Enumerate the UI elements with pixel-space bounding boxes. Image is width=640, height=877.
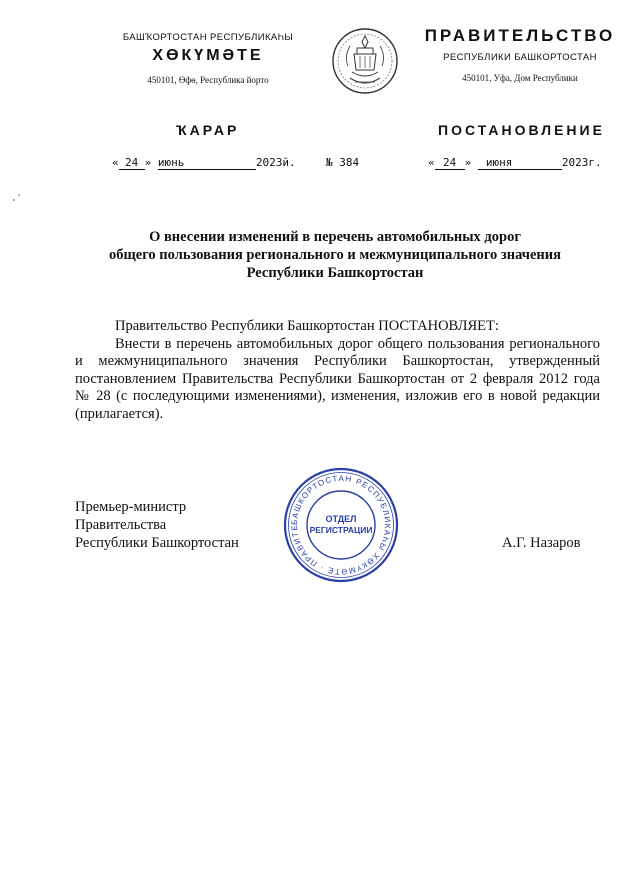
header-right-address: 450101, Уфа, Дом Республики <box>462 73 578 83</box>
signature-name: А.Г. Назаров <box>502 535 581 551</box>
date-russian-day: 24 <box>435 156 465 170</box>
signature-position-line-3: Республики Башкортостан <box>75 535 239 551</box>
doc-type-russian: ПОСТАНОВЛЕНИЕ <box>438 122 605 138</box>
stamp-outer-text: БАШКОРТОСТАН РЕСПУБЛИКАҺЫ ХӨКҮМӘТЕ · ПРАВИТЕ <box>289 473 393 577</box>
header-right <box>416 26 624 83</box>
scan-speck <box>13 199 15 201</box>
body-paragraph: Внести в перечень автомобильных дорог общего пользования регионального и межмуниципального значения Республики Башкортостан, утвержденный постановлением Правительства Республики Башкортостан от 2 февраля 2012 года № 28 (с последующими изменениями), изменения, изложив его в новой редакции (прилагается). <box>75 335 600 422</box>
registration-stamp-icon <box>282 466 400 584</box>
title-line-1: О внесении изменений в перечень автомобильных дорог <box>149 229 521 245</box>
date-bashkir-month: июнь <box>158 156 256 170</box>
document-number: № 384 <box>326 156 360 169</box>
header-left-address: 450101, Өфө, Республика йорто <box>147 75 269 85</box>
document-body <box>75 318 600 423</box>
date-bashkir <box>112 156 296 170</box>
stamp-center-line-2: РЕГИСТРАЦИИ <box>309 525 373 535</box>
date-russian-close-quote: » <box>464 156 472 169</box>
registration-stamp <box>282 466 400 584</box>
date-bashkir-day: 24 <box>119 156 145 170</box>
document-title <box>70 228 600 282</box>
header-right-government: ПРАВИТЕЛЬСТВО <box>424 26 616 45</box>
date-russian-month: июня <box>478 156 562 170</box>
date-russian-year: 2023г. <box>561 156 602 169</box>
header-left-republic: БАШҠОРТОСТАН РЕСПУБЛИКАҺЫ <box>122 32 294 43</box>
stamp-center-line-1: ОТДЕЛ <box>325 514 357 524</box>
title-line-2: общего пользования регионального и межмуниципального значения <box>109 247 561 263</box>
date-bashkir-open-quote: « <box>112 156 119 169</box>
scan-speck <box>18 194 20 196</box>
header-left <box>100 32 316 85</box>
header-left-government: ХӨКҮМӘТЕ <box>152 47 264 64</box>
date-bashkir-close-quote: » <box>144 156 152 169</box>
header-right-republic: РЕСПУБЛИКИ БАШКОРТОСТАН <box>443 52 597 63</box>
date-bashkir-year: 2023й. <box>255 156 296 169</box>
body-intro: Правительство Республики Башкортостан ПОСТАНОВЛЯЕТ: <box>115 318 499 334</box>
date-russian-open-quote: « <box>428 156 435 169</box>
doc-type-bashkir: ҠАРАР <box>176 122 240 138</box>
coat-of-arms-emblem-icon <box>330 26 400 96</box>
title-line-3: Республики Башкортостан <box>246 265 424 281</box>
date-russian <box>428 156 602 170</box>
signature-position-line-1: Премьер-министр <box>75 499 187 515</box>
signature-position-line-2: Правительства <box>75 517 167 533</box>
signature-position <box>75 498 239 552</box>
